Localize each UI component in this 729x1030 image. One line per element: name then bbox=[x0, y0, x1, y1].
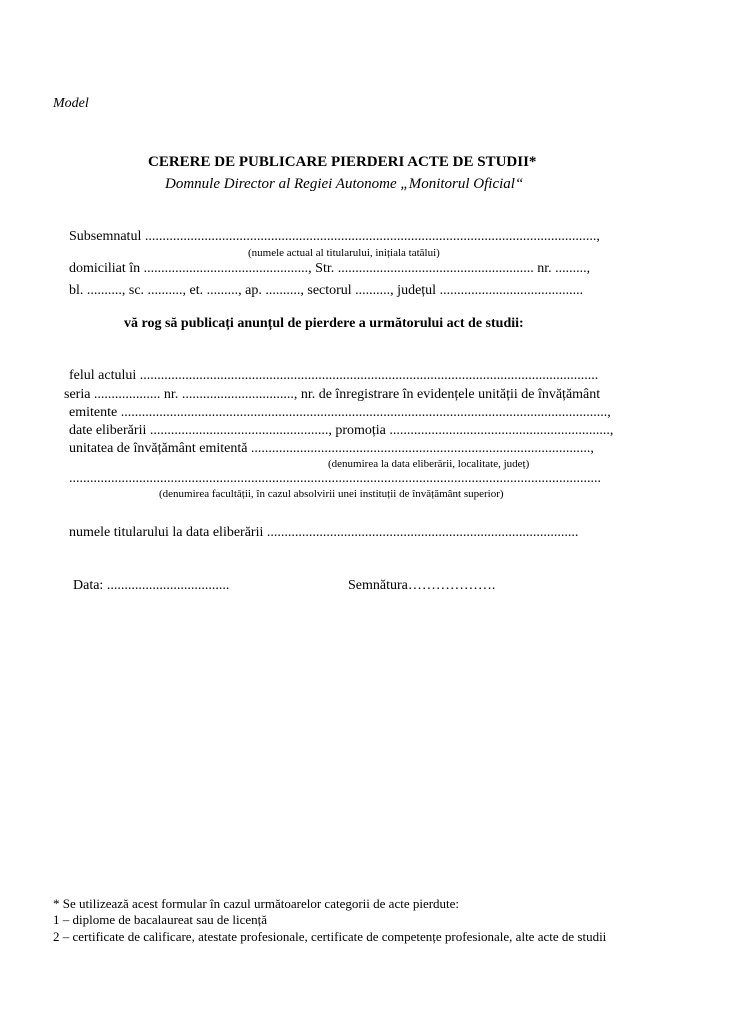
document-title: CERERE DE PUBLICARE PIERDERI ACTE DE STUDII* bbox=[148, 154, 537, 170]
issue-date-line: date eliberării ..................................................., promoția ..............................................................., bbox=[69, 423, 614, 438]
date-field: Data: ................................... bbox=[73, 578, 230, 593]
addressee-line: Domnule Director al Regiei Autonome „Monitorul Oficial“ bbox=[165, 176, 524, 192]
model-label: Model bbox=[53, 96, 89, 111]
footnote-item-1: 1 – diplome de bacalaureat sau de licență bbox=[53, 912, 268, 927]
school-line: unitatea de învățământ emitentă ................................................................................................., bbox=[69, 441, 594, 456]
subsemnatul-line: Subsemnatul ................................................................................................................................., bbox=[69, 229, 600, 244]
issuer-line: emitente ..........................................................................................................................................., bbox=[69, 405, 611, 420]
footnote-item-2: 2 – certificate de calificare, atestate profesionale, certificate de competențe profesionale, alte acte de studii bbox=[53, 929, 607, 944]
address-details-line: bl. .........., sc. .........., et. ........., ap. .........., sectorul .........., județul ......................................... bbox=[69, 283, 584, 298]
holder-name-line: numele titularului la data eliberării ......................................................................................... bbox=[69, 525, 579, 540]
series-number-line: seria ................... nr. ................................, nr. de înregistrare în evidențele unității de învățământ bbox=[64, 387, 601, 402]
footnote-intro: * Se utilizează acest formular în cazul următoarelor categorii de acte pierdute: bbox=[53, 896, 460, 911]
request-line: vă rog să publicați anunțul de pierdere a următorului act de studii: bbox=[124, 316, 524, 331]
name-note: (numele actual al titularului, inițiala tatălui) bbox=[248, 247, 440, 259]
faculty-line: ........................................................................................................................................................ bbox=[69, 471, 601, 486]
faculty-note: (denumirea facultății, în cazul absolvirii unei instituții de învățământ superior) bbox=[159, 488, 504, 500]
act-type-line: felul actului ................................................................................................................................... bbox=[69, 368, 599, 383]
signature-field: Semnătura………………. bbox=[348, 578, 496, 593]
school-note: (denumirea la data eliberării, localitate, județ) bbox=[328, 458, 530, 470]
domicile-line: domiciliat în ..............................................., Str. ........................................................ nr. ........., bbox=[69, 261, 591, 276]
